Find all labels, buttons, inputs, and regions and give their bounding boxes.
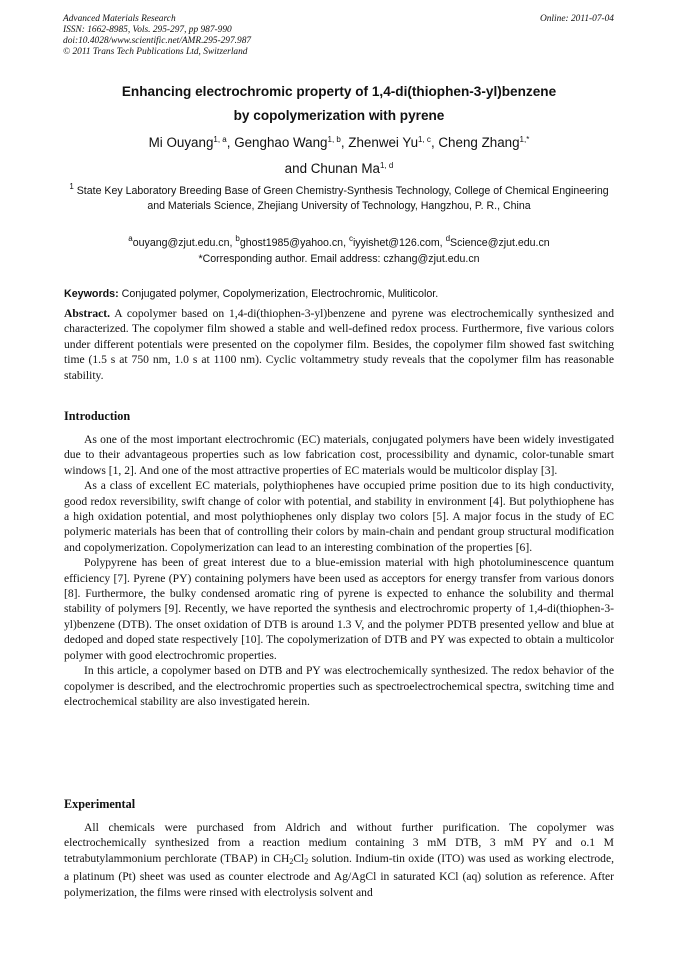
doi: doi:10.4028/www.scientific.net/AMR.295-297.987 (63, 36, 252, 46)
email-a: ouyang@zjut.edu.cn (132, 237, 230, 249)
author-list: Mi Ouyang$^{1, a}$, Genghao Wang$^{1, b}$, Zhenwei Yu$^{1, c}$, Cheng Zhang$^{1,*}$ and Chunan Ma$^{1, d}$ (148, 135, 530, 176)
corresponding-author: *Corresponding author. Email address: czhang@zjut.edu.cn (198, 253, 480, 265)
copyright: © 2011 Trans Tech Publications Ltd, Switzerland (63, 47, 248, 57)
affiliation-text: State Key Laboratory Breeding Base of Green Chemistry-Synthesis Technology, College of Chemical Engineering and Materials Science, Zhejiang University of Technology, Hangzhou, P. R., China (76, 185, 609, 212)
email-c: iyyishet@126.com (352, 237, 440, 249)
paragraph: Polypyrene has been of great interest due to a blue-emission material with high photoluminescence quantum efficiency [7]. Pyrene (PY) containing polymers have been used as acceptors for energy transfer from various donors [8]. Furthermore, the bulky condensed aromatic ring of pyrene is expected to enhance the solubility and thermal stability of polymers [9]. Recently, we have reported the synthesis and electrochromic property of 1,4-di(thiophen-3-yl)benzene (DTB). The onset oxidation of DTB is around 1.3 V, and the polymer PDTB presented yellow and blue at dedoped and doped state respectively [10]. The copolymerization of DTB and PY was expected to obtain a multicolor polymer with good electrochromic properties. (64, 556, 614, 662)
title-line-1: Enhancing electrochromic property of 1,4-di(thiophen-3-yl)benzene (121, 84, 557, 99)
title-line-2: by copolymerization with pyrene (233, 108, 445, 123)
author-sup: 1, d (379, 161, 394, 170)
keywords-text: Conjugated polymer, Copolymerization, Electrochromic, Muliticolor. (121, 288, 439, 300)
paragraph: All chemicals were purchased from Aldrich and without further purification. The copolymer was electrochemically synthesized from a reaction medium containing 3 mM DTB, 3 mM PY and o.1 M tetrabutylammonium perchlorate (TBAP) in $CH_2Cl_2$ solution. Indium-tin oxide (ITO) was used as working electrode, a platinum (Pt) sheet was used as counter electrode and Ag/AgCl in saturated KCl (aq) solution as reference. After polymerization, the films were rinsed with electrolysis solvent and (64, 821, 614, 899)
paper-title (50, 80, 628, 128)
section-heading-experimental: Experimental (64, 797, 136, 811)
journal-name: Advanced Materials Research (63, 14, 176, 24)
abstract-label: Abstract. (64, 307, 111, 320)
paragraph: In this article, a copolymer based on DTB and PY was electrochemically synthesized. The redox behavior of the copolymer is described, and the electrochromic properties such as spectroelectrochemical spectra, switching time and electrochemical stability are also investigated herein. (64, 664, 614, 708)
author-name: Chunan Ma (310, 161, 380, 176)
author-name: Zhenwei Yu (348, 135, 419, 150)
author-sup: 1,* (519, 135, 530, 144)
introduction-body (64, 432, 614, 709)
email-b: ghost1985@yahoo.cn (239, 237, 344, 249)
author-sup: 1, c (418, 135, 431, 144)
abstract-text: A copolymer based on 1,4-di(thiophen-3-yl)benzene and pyrene was electrochemically synthesized and characterized. The copolymer film showed a stable and well-defined redox process. Furthermore, five various colors under different potentials were presented on the copolymer film. Besides, the copolymer film showed fast switching time (1.5 s at 750 nm, 1.0 s at 1100 nm). Cyclic voltammetry study reveals that the copolymer film has reasonable stability. (64, 307, 614, 382)
experimental-body (64, 820, 614, 900)
section-heading-introduction: Introduction (64, 409, 131, 423)
affiliation-sup: 1 (69, 182, 74, 191)
affiliation (60, 180, 618, 213)
abstract (64, 306, 614, 383)
email-d: Science@zjut.edu.cn (450, 237, 550, 249)
journal-header (63, 14, 251, 58)
author-name: Cheng Zhang (438, 135, 520, 150)
author-name: Genghao Wang (234, 135, 328, 150)
author-sup: 1, b (327, 135, 341, 144)
keywords-label: Keywords: (64, 288, 119, 300)
online-date: Online: 2011-07-04 (539, 14, 614, 24)
paragraph: As one of the most important electrochromic (EC) materials, conjugated polymers have been widely investigated due to their advantageous properties such as low fabrication cost, processibility and dynamic, color-tunable smart windows [1, 2]. And one of the most attractive properties of EC materials would be multicolor display [3]. (64, 433, 614, 477)
keywords (64, 288, 614, 300)
author-name: Mi Ouyang (148, 135, 214, 150)
paragraph: As a class of excellent EC materials, polythiophenes have occupied prime position due to its high conductivity, good redox reversibility, swift change of color with potential, and stability in environment [4]. But polythiophene has a high oxidation potential, and most polythiophenes only display two colors [5]. A major focus in the study of EC polymeric materials has been that of controlling their colors by main-chain and pendant group structural modification and copolymerization. Copolymerization can lead to an interesting combination of the properties [6]. (64, 479, 614, 554)
issn: ISSN: 1662-8985, Vols. 295-297, pp 987-990 (63, 25, 232, 35)
author-sup: 1, a (213, 135, 227, 144)
author-emails: $^a$ouyang@zjut.edu.cn, $^b$ghost1985@yahoo.cn, $^c$iyyishet@126.com, $^d$Science@zjut.edu.cn (128, 234, 550, 249)
